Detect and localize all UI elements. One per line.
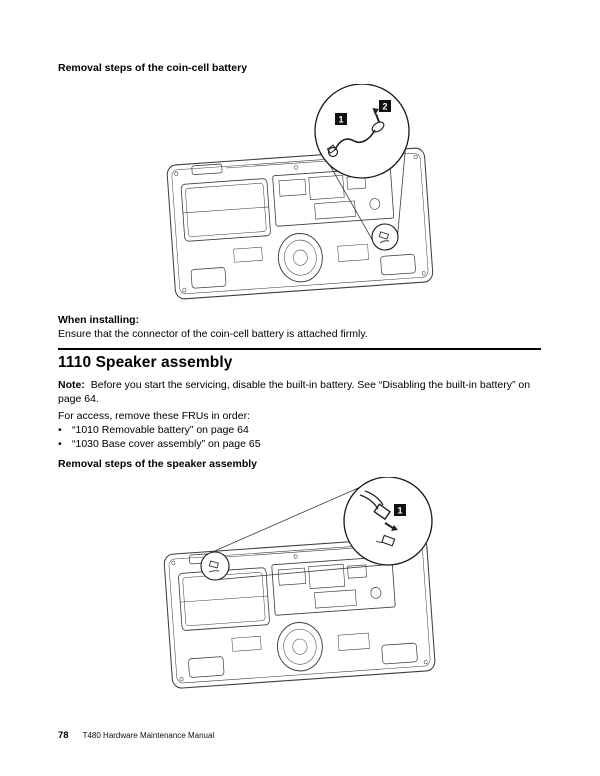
note-body: Before you start the servicing, disable the built-in battery. See “Disabling the built-in battery” on page 64. [58,379,531,405]
page-footer [58,730,214,741]
speaker-removal-figure [88,477,460,689]
fru-item-label: “1010 Removable battery” on page 64 [72,424,249,436]
footer-manual-title: T480 Hardware Maintenance Manual [82,731,215,740]
step-1-badge [335,113,347,125]
coin-cell-removal-heading: Removal steps of the coin-cell battery [58,62,248,74]
step-1-label: 1 [338,114,344,125]
speaker-removal-heading: Removal steps of the speaker assembly [58,458,258,470]
section-title-speaker-assembly: 1110 Speaker assembly [58,354,233,371]
source-callout-circle [372,224,398,250]
source-callout-circle [201,552,229,580]
step-1-label: 1 [397,505,403,516]
detail-callout-circle [315,84,409,178]
list-item [58,438,544,452]
step-2-label: 2 [382,101,388,112]
fru-list [58,424,544,451]
coin-cell-removal-figure [88,84,460,306]
bullet-icon: • [58,437,62,450]
access-intro: For access, remove these FRUs in order: [58,410,250,422]
laptop-base-drawing [167,148,434,300]
fru-item-label: “1030 Base cover assembly” on page 65 [72,437,261,450]
section-divider [58,348,541,350]
when-installing-body: Ensure that the connector of the coin-cell battery is attached firmly. [58,328,368,340]
list-item [58,424,544,438]
detail-callout-circle [344,477,432,565]
step-2-badge [379,100,391,112]
bullet-icon: • [58,424,62,436]
footer-page-number: 78 [58,730,69,741]
note-paragraph [58,379,545,406]
step-1-badge [394,504,406,516]
note-label: Note: [58,379,85,391]
when-installing-heading: When installing: [58,314,140,326]
